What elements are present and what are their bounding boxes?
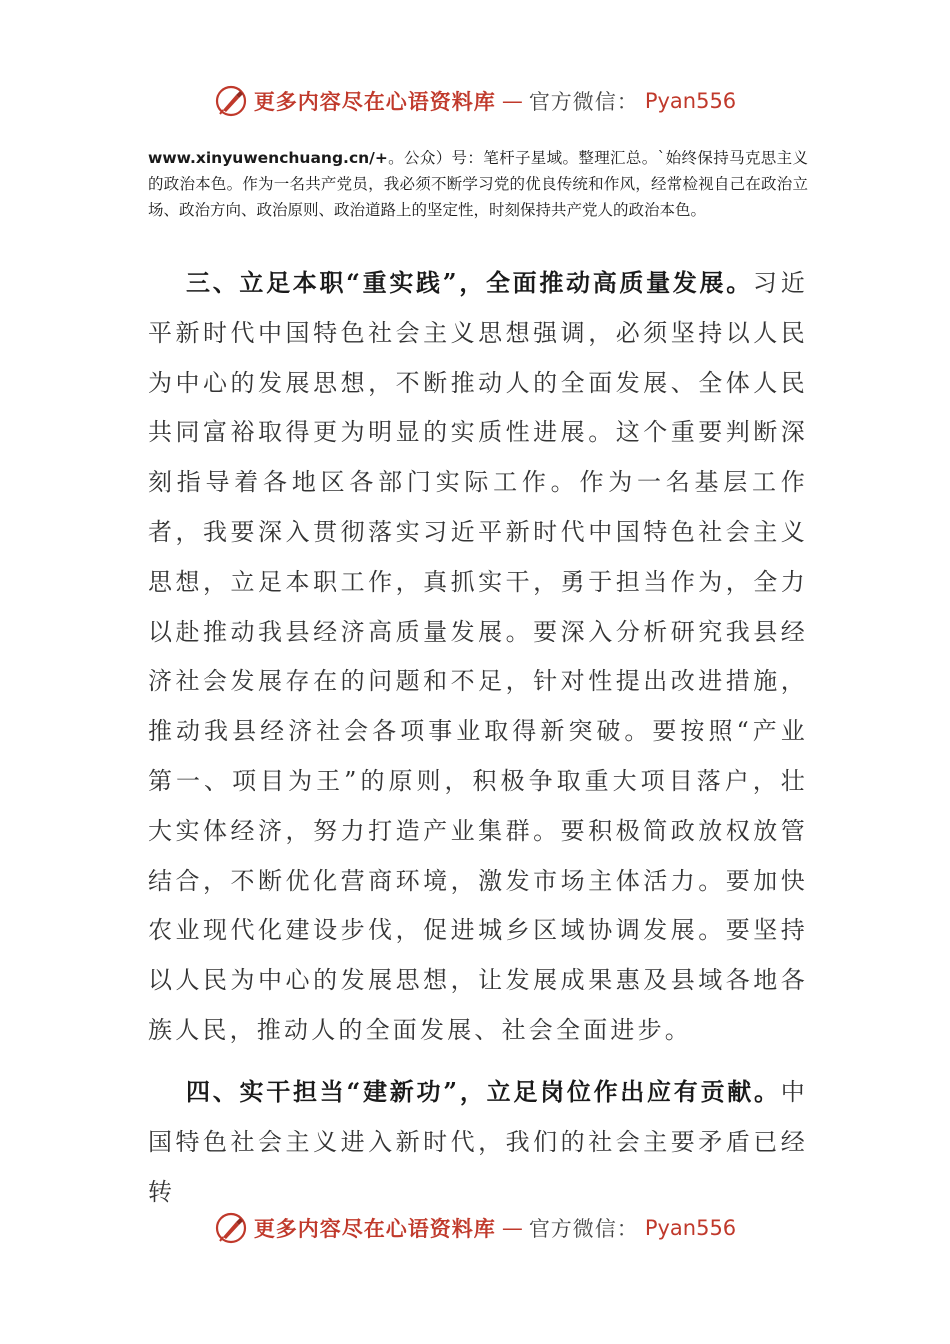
intro-url: www.xinyuwenchuang.cn/+ <box>148 149 388 167</box>
footer-watermark <box>0 1211 950 1245</box>
pen-nib-logo-icon <box>214 1211 248 1245</box>
section-3-heading: 三、立足本职“重实践”，全面推动高质量发展。 <box>186 268 753 297</box>
watermark-brand: 更多内容尽在心语资料库 <box>253 89 496 114</box>
section-4-heading: 四、实干担当“建新功”，立足岗位作出应有贡献。 <box>186 1077 781 1106</box>
watermark-label: 官方微信： <box>528 1217 639 1241</box>
watermark-label: 官方微信： <box>528 90 639 114</box>
watermark-brand: 更多内容尽在心语资料库 <box>253 1216 496 1241</box>
watermark-wechat-id: Pyan556 <box>644 1216 737 1240</box>
section-3-paragraph <box>148 258 808 1056</box>
watermark-dash: — <box>501 89 523 113</box>
watermark-wechat-id: Pyan556 <box>644 89 737 113</box>
section-4-body: 中国特色社会主义进入新时代，我们的社会主要矛盾已经转 <box>148 1078 808 1206</box>
header-watermark <box>0 84 950 118</box>
section-3-body: 习近平新时代中国特色社会主义思想强调，必须坚持以人民为中心的发展思想，不断推动人的全面发展、全体人民共同富裕取得更为明显的实质性进展。这个重要判断深刻指导着各地区各部门实际工作。作为一名基层工作者，我要深入贯彻落实习近平新时代中国特色社会主义思想，立足本职工作，真抓实干，勇于担当作为，全力以赴推动我县经济高质量发展。要深入分析研究我县经济社会发展存在的问题和不足，针对性提出改进措施，推动我县经济社会各项事业取得新突破。要按照“产业第一、项目为王”的原则，积极争取重大项目落户，壮大实体经济，努力打造产业集群。要积极简政放权放管结合，不断优化营商环境，激发市场主体活力。要加快农业现代化建设步伐，促进城乡区域协调发展。要坚持以人民为中心的发展思想，让发展成果惠及县域各地各族人民，推动人的全面发展、社会全面进步。 <box>148 269 809 1044</box>
section-4-paragraph <box>148 1067 808 1217</box>
intro-paragraph <box>148 145 808 223</box>
intro-text: 。公众）号：笔杆子星域。整理汇总。`始终保持马克思主义的政治本色。作为一名共产党员，我必须不断学习党的优良传统和作风，经常检视自己在政治立场、政治方向、政治原则、政治道路上的坚定性，时刻保持共产党人的政治本色。 <box>148 149 808 219</box>
pen-nib-logo-icon <box>214 84 248 118</box>
watermark-dash: — <box>501 1216 523 1240</box>
